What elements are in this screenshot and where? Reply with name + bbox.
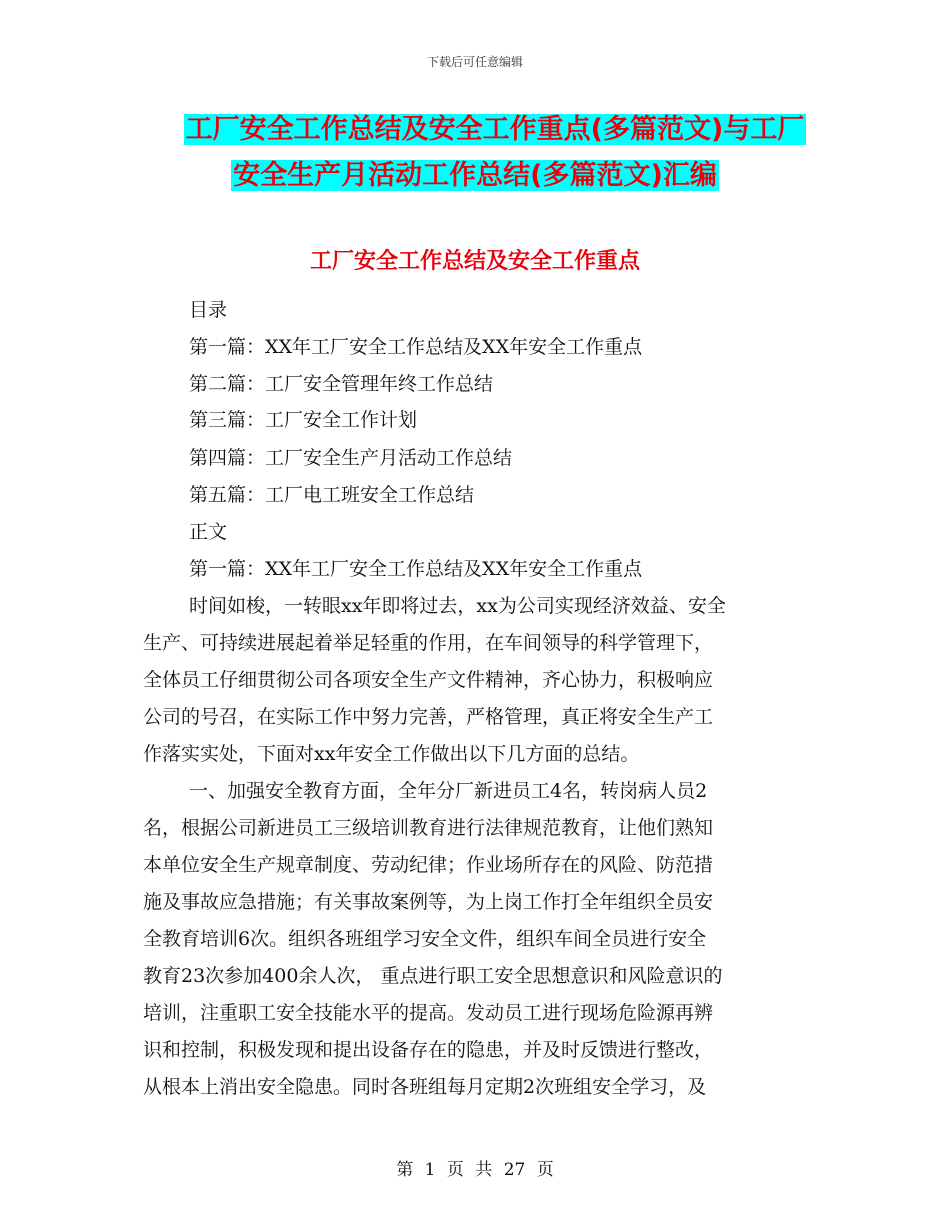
paragraph-line: 施及事故应急措施；有关事故案例等，为上岗工作打全年组织全员安 bbox=[143, 891, 714, 913]
paragraph-line: 本单位安全生产规章制度、劳动纪律；作业场所存在的风险、防范措 bbox=[143, 854, 714, 876]
toc-item: 第四篇：工厂安全生产月活动工作总结 bbox=[189, 447, 513, 469]
paragraph-line: 公司的号召，在实际工作中努力完善，严格管理，真正将安全生产工 bbox=[143, 706, 714, 728]
body-heading: 正文 bbox=[189, 521, 228, 543]
subtitle: 工厂安全工作总结及安全工作重点 bbox=[309, 249, 640, 274]
paragraph-line: 全教育培训6次。组织各班组学习安全文件，组织车间全员进行安全 bbox=[143, 928, 707, 950]
paragraph-line: 作落实实处，下面对xx年安全工作做出以下几方面的总结。 bbox=[143, 743, 640, 765]
toc-item: 第二篇：工厂安全管理年终工作总结 bbox=[189, 373, 494, 395]
main-title-line-1: 工厂安全工作总结及安全工作重点(多篇范文)与工厂 bbox=[185, 114, 805, 145]
paragraph-line: 名，根据公司新进员工三级培训教育进行法律规范教育，让他们熟知 bbox=[143, 817, 714, 839]
toc-item: 第一篇：XX年工厂安全工作总结及XX年安全工作重点 bbox=[189, 336, 643, 358]
paragraph-line: 全体员工仔细贯彻公司各项安全生产文件精神，齐心协力，积极响应 bbox=[143, 669, 714, 691]
page-number: 第 1 页 共 27 页 bbox=[396, 1160, 554, 1180]
paragraph-line: 教育23次参加400余人次， 重点进行职工安全思想意识和风险意识的 bbox=[143, 965, 723, 987]
paragraph-line: 从根本上消出安全隐患。同时各班组每月定期2次班组安全学习，及 bbox=[143, 1076, 707, 1098]
paragraph-line: 时间如梭，一转眼xx年即将过去，xx为公司实现经济效益、安全 bbox=[189, 595, 726, 617]
header-note: 下载后可任意编辑 bbox=[426, 55, 523, 69]
main-title-line-2: 安全生产月活动工作总结(多篇范文)汇编 bbox=[233, 160, 717, 191]
toc-item: 第三篇：工厂安全工作计划 bbox=[189, 409, 418, 431]
section-title: 第一篇：XX年工厂安全工作总结及XX年安全工作重点 bbox=[189, 558, 643, 580]
paragraph-line: 生产、可持续进展起着举足轻重的作用，在车间领导的科学管理下， bbox=[143, 632, 714, 654]
toc-item: 第五篇：工厂电工班安全工作总结 bbox=[189, 484, 475, 506]
toc-heading: 目录 bbox=[189, 299, 228, 321]
paragraph-line: 识和控制，积极发现和提出设备存在的隐患，并及时反馈进行整改， bbox=[143, 1039, 714, 1061]
paragraph-line: 一、加强安全教育方面，全年分厂新进员工4名，转岗病人员2 bbox=[189, 780, 708, 802]
paragraph-line: 培训，注重职工安全技能水平的提高。发动员工进行现场危险源再辨 bbox=[143, 1002, 714, 1024]
